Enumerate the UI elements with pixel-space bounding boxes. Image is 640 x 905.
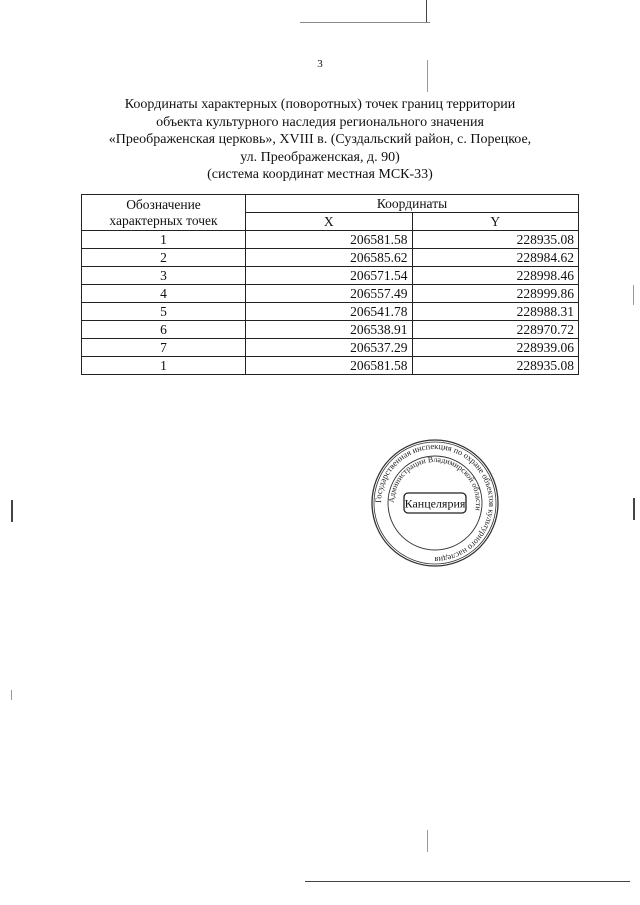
cell-x: 206585.62 (246, 249, 413, 267)
table-row (82, 231, 579, 249)
scan-line-right-edge (633, 285, 634, 305)
cell-point: 5 (82, 303, 246, 321)
scan-line-left-mark (11, 500, 13, 522)
cell-x: 206581.58 (246, 231, 413, 249)
cell-x: 206538.91 (246, 321, 413, 339)
table-body (82, 231, 579, 375)
page-number: 3 (317, 58, 323, 70)
table-row (82, 339, 579, 357)
header-point-line: Обозначение (126, 196, 201, 212)
document-title (60, 96, 580, 184)
table-row (82, 267, 579, 285)
cell-y: 228999.86 (412, 285, 579, 303)
cell-y: 228939.06 (412, 339, 579, 357)
cell-x: 206541.78 (246, 303, 413, 321)
title-line: (система координат местная МСК-33) (207, 167, 433, 182)
title-line: объекта культурного наследия регионального значения (156, 114, 484, 130)
cell-y: 228998.46 (412, 267, 579, 285)
scan-line-right-dash-2 (427, 830, 428, 852)
scan-line-left-mark-2 (11, 690, 12, 700)
title-line: ул. Преображенская, д. 90) (240, 149, 400, 165)
table-row (82, 321, 579, 339)
cell-y: 228935.08 (412, 357, 579, 375)
stamp-outer-text: Государственная инспекция по охране объектов культурного наследия (372, 440, 498, 566)
scan-line-right-edge-2 (633, 498, 635, 520)
header-point-line: характерных точек (109, 212, 218, 228)
cell-x: 206557.49 (246, 285, 413, 303)
scan-line-top-rule (300, 22, 430, 23)
office-stamp (370, 438, 500, 568)
cell-point: 6 (82, 321, 246, 339)
title-line: Координаты характерных (поворотных) точек границ территории (124, 97, 516, 112)
header-y: Y (412, 213, 579, 231)
scan-line-top (426, 0, 427, 22)
header-point-designation (82, 195, 246, 231)
table-row (82, 249, 579, 267)
title-line: «Преображенская церковь», XVIII в. (Суздальский район, с. Порецкое, (108, 132, 532, 147)
cell-y: 228984.62 (412, 249, 579, 267)
table-row (82, 357, 579, 375)
cell-point: 4 (82, 285, 246, 303)
cell-y: 228988.31 (412, 303, 579, 321)
cell-x: 206537.29 (246, 339, 413, 357)
cell-x: 206581.58 (246, 357, 413, 375)
header-coordinates: Координаты (246, 195, 579, 213)
stamp-center-text: Канцелярия (404, 496, 466, 511)
cell-point: 1 (82, 357, 246, 375)
scan-line-bottom-rule (305, 881, 630, 882)
cell-y: 228970.72 (412, 321, 579, 339)
cell-point: 1 (82, 231, 246, 249)
cell-point: 7 (82, 339, 246, 357)
table-row (82, 285, 579, 303)
cell-point: 3 (82, 267, 246, 285)
cell-x: 206571.54 (246, 267, 413, 285)
stamp-inner-text: Администрации Владимирской области (386, 454, 484, 512)
table-row (82, 303, 579, 321)
cell-point: 2 (82, 249, 246, 267)
header-x: X (246, 213, 413, 231)
cell-y: 228935.08 (412, 231, 579, 249)
coordinates-table (81, 194, 579, 375)
